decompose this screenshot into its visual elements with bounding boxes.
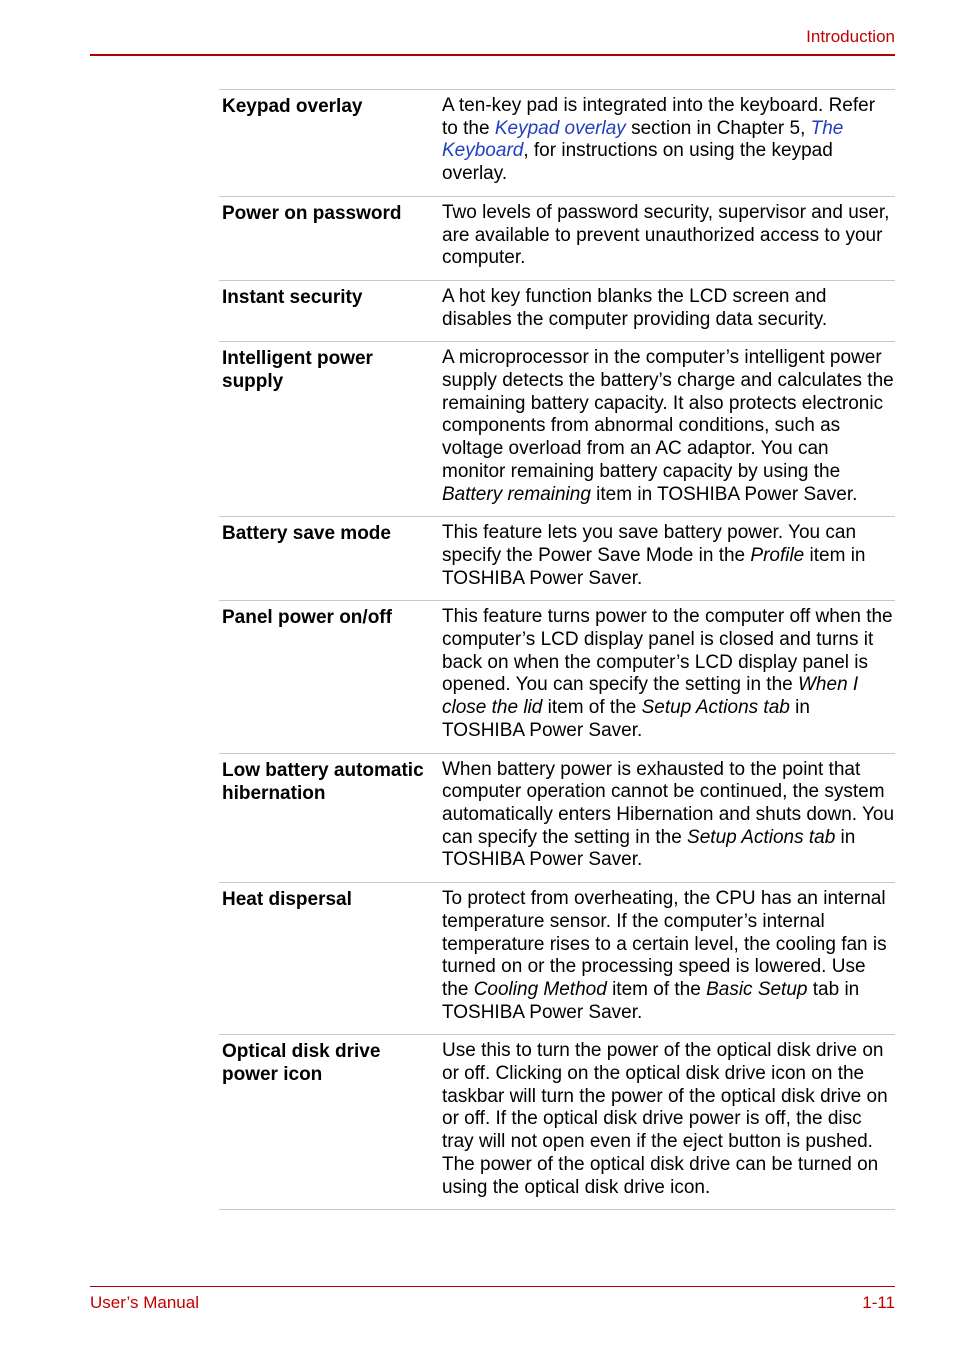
- feature-description: A hot key function blanks the LCD screen and disables the computer providing data security.: [442, 285, 828, 330]
- footer-manual-title: User’s Manual: [90, 1293, 199, 1312]
- table-row: [219, 1035, 895, 1210]
- footer-rule: [90, 1286, 895, 1287]
- link-the-keyboard[interactable]: The Keyboard: [442, 117, 844, 162]
- table-row: [219, 197, 895, 281]
- feature-description: This feature turns power to the computer off when the computer’s LCD display panel is closed and turns it back on when the computer’s LCD display panel is opened. You can specify the setting in the When I close the lid item of the Setup Actions tab in TOSHIBA Power Saver.: [442, 606, 893, 741]
- feature-description: Two levels of password security, supervisor and user, are available to prevent unauthorized access to your computer.: [442, 201, 890, 269]
- table-row: [219, 342, 895, 517]
- feature-term: Heat dispersal: [222, 889, 352, 911]
- feature-term: Panel power on/off: [222, 607, 392, 629]
- table-row: [219, 601, 895, 753]
- table-row: [219, 754, 895, 884]
- link-keypad-overlay[interactable]: Keypad overlay: [494, 117, 626, 139]
- feature-description: A microprocessor in the computer’s intelligent power supply detects the battery’s charge and calculates the remaining battery capacity. It also protects electronic components from abnormal conditions, such as voltage overload from an AC adaptor. You can monitor remaining battery capacity by using the Battery remaining item in TOSHIBA Power Saver.: [442, 347, 894, 505]
- table-row: [219, 517, 895, 601]
- table-row: [219, 281, 895, 342]
- header-rule: [90, 54, 895, 56]
- feature-description: Use this to turn the power of the optical disk drive on or off. Clicking on the optical disk drive icon on the taskbar will turn the power of the optical disk drive on or off. If the optical disk drive power is off, the disc tray will not open even if the eject button is pushed. The power of the optical disk drive can be turned on using the optical disk drive icon.: [442, 1040, 888, 1198]
- page-number: 1-11: [862, 1293, 895, 1312]
- feature-description: To protect from overheating, the CPU has an internal temperature sensor. If the computer’s internal temperature rises to a certain level, the cooling fan is turned on or the processing speed is lowered. Use the Cooling Method item of the Basic Setup tab in TOSHIBA Power Saver.: [442, 888, 887, 1023]
- feature-table: [219, 89, 895, 1210]
- feature-term: Instant security: [222, 286, 363, 308]
- table-row: [219, 90, 895, 197]
- feature-description: This feature lets you save battery power. You can specify the Power Save Mode in the Profile item in TOSHIBA Power Saver.: [442, 522, 866, 589]
- feature-term: Optical disk drive power icon: [222, 1041, 381, 1086]
- running-header: Introduction: [806, 27, 895, 46]
- feature-term: Intelligent power supply: [222, 348, 373, 393]
- feature-term: Keypad overlay: [222, 96, 363, 117]
- feature-term: Low battery automatic hibernation: [222, 759, 424, 804]
- feature-description: A ten-key pad is integrated into the keyboard. Refer to the Keypad overlay section in Chapter 5, The Keyboard, for instructions on using the keypad overlay.: [442, 95, 876, 185]
- feature-description: When battery power is exhausted to the point that computer operation cannot be continued, the system automatically enters Hibernation and shuts down. You can specify the setting in the Setup Actions tab in TOSHIBA Power Saver.: [442, 758, 895, 871]
- table-row: [219, 883, 895, 1035]
- feature-term: Battery save mode: [222, 523, 391, 545]
- feature-term: Power on password: [222, 202, 402, 224]
